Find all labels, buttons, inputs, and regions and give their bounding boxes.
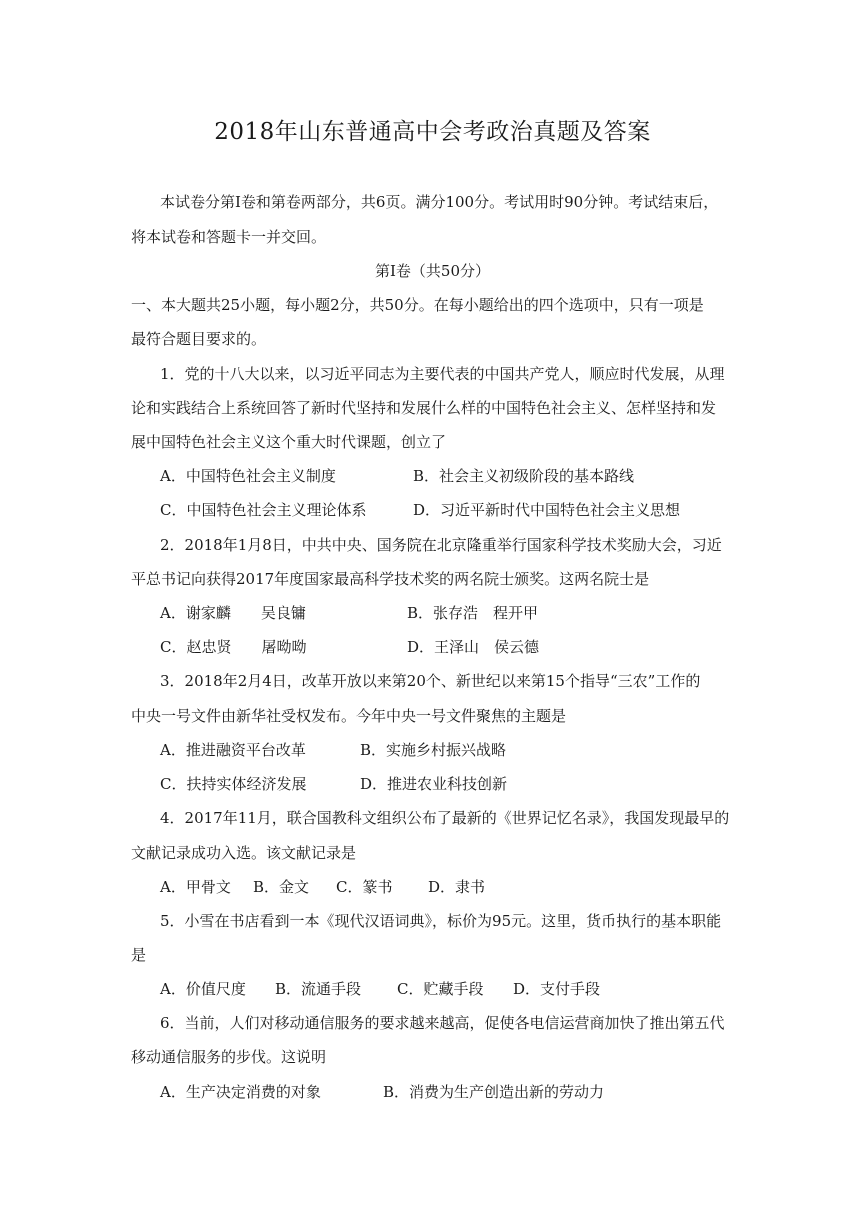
question-4-stem: 4．2017年11月，联合国教科文组织公布了最新的《世界记忆名录》，我国发现最早的 [160, 809, 730, 827]
question-2-option-b: B．张存浩 程开甲 [407, 604, 539, 622]
question-1-stem: 展中国特色社会主义这个重大时代课题，创立了 [131, 433, 447, 451]
question-1-stem: 论和实践结合上系统回答了新时代坚持和发展什么样的中国特色社会主义、怎样坚持和发 [131, 399, 717, 417]
question-3-stem: 3．2018年2月4日，改革开放以来第20个、新世纪以来第15个指导“三农”工作的 [160, 672, 701, 690]
instructions-line: 一、本大题共25小题，每小题2分，共50分。在每小题给出的四个选项中，只有一项是 [131, 296, 704, 314]
question-2-option-d: D．王泽山 侯云德 [407, 638, 540, 656]
question-3-stem: 中央一号文件由新华社受权发布。今年中央一号文件聚焦的主题是 [131, 707, 567, 725]
question-1-option-b: B．社会主义初级阶段的基本路线 [413, 467, 635, 485]
question-4-option-a: A．甲骨文 [160, 878, 231, 896]
section-heading: 第Ⅰ卷（共50分） [374, 262, 490, 280]
question-3-option-a: A．推进融资平台改革 [160, 741, 306, 759]
question-1-option-a: A．中国特色社会主义制度 [160, 467, 336, 485]
question-6-stem: 移动通信服务的步伐。这说明 [131, 1048, 327, 1066]
question-2-stem: 平总书记向获得2017年度国家最高科学技术奖的两名院士颁奖。这两名院士是 [131, 570, 650, 588]
question-4-option-d: D．隶书 [428, 878, 486, 896]
question-5-stem: 是 [131, 946, 147, 964]
question-2-stem: 2．2018年1月8日，中共中央、国务院在北京隆重举行国家科学技术奖励大会，习近 [160, 536, 722, 554]
question-6-option-a: A．生产决定消费的对象 [160, 1083, 321, 1101]
intro-line: 本试卷分第Ⅰ卷和第卷两部分，共6页。满分100分。考试用时90分钟。考试结束后， [160, 193, 719, 211]
question-1-stem: 1．党的十八大以来，以习近平同志为主要代表的中国共产党人，顺应时代发展，从理 [160, 365, 725, 383]
question-3-option-d: D．推进农业科技创新 [360, 775, 508, 793]
question-4-stem: 文献记录成功入选。该文献记录是 [131, 844, 357, 862]
document-title: 2018年山东普通高中会考政治真题及答案 [214, 119, 651, 145]
question-5-option-b: B．流通手段 [275, 980, 362, 998]
question-3-option-b: B．实施乡村振兴战略 [360, 741, 507, 759]
question-6-option-b: B．消费为生产创造出新的劳动力 [383, 1083, 605, 1101]
question-1-option-d: D．习近平新时代中国特色社会主义思想 [413, 501, 681, 519]
question-5-option-c: C．贮藏手段 [397, 980, 484, 998]
question-4-option-c: C．篆书 [336, 878, 393, 896]
question-2-option-c: C．赵忠贤 屠呦呦 [160, 638, 307, 656]
question-5-option-a: A．价值尺度 [160, 980, 246, 998]
instructions-line: 最符合题目要求的。 [131, 330, 267, 348]
question-1-option-c: C．中国特色社会主义理论体系 [160, 501, 367, 519]
question-2-option-a: A．谢家麟 吴良镛 [160, 604, 306, 622]
intro-line: 将本试卷和答题卡一并交回。 [131, 228, 327, 246]
question-5-stem: 5．小雪在书店看到一本《现代汉语词典》，标价为95元。这里，货币执行的基本职能 [160, 912, 722, 930]
question-5-option-d: D．支付手段 [513, 980, 601, 998]
question-3-option-c: C．扶持实体经济发展 [160, 775, 307, 793]
question-4-option-b: B．金文 [253, 878, 310, 896]
question-6-stem: 6．当前，人们对移动通信服务的要求越来越高，促使各电信运营商加快了推出第五代 [160, 1014, 725, 1032]
